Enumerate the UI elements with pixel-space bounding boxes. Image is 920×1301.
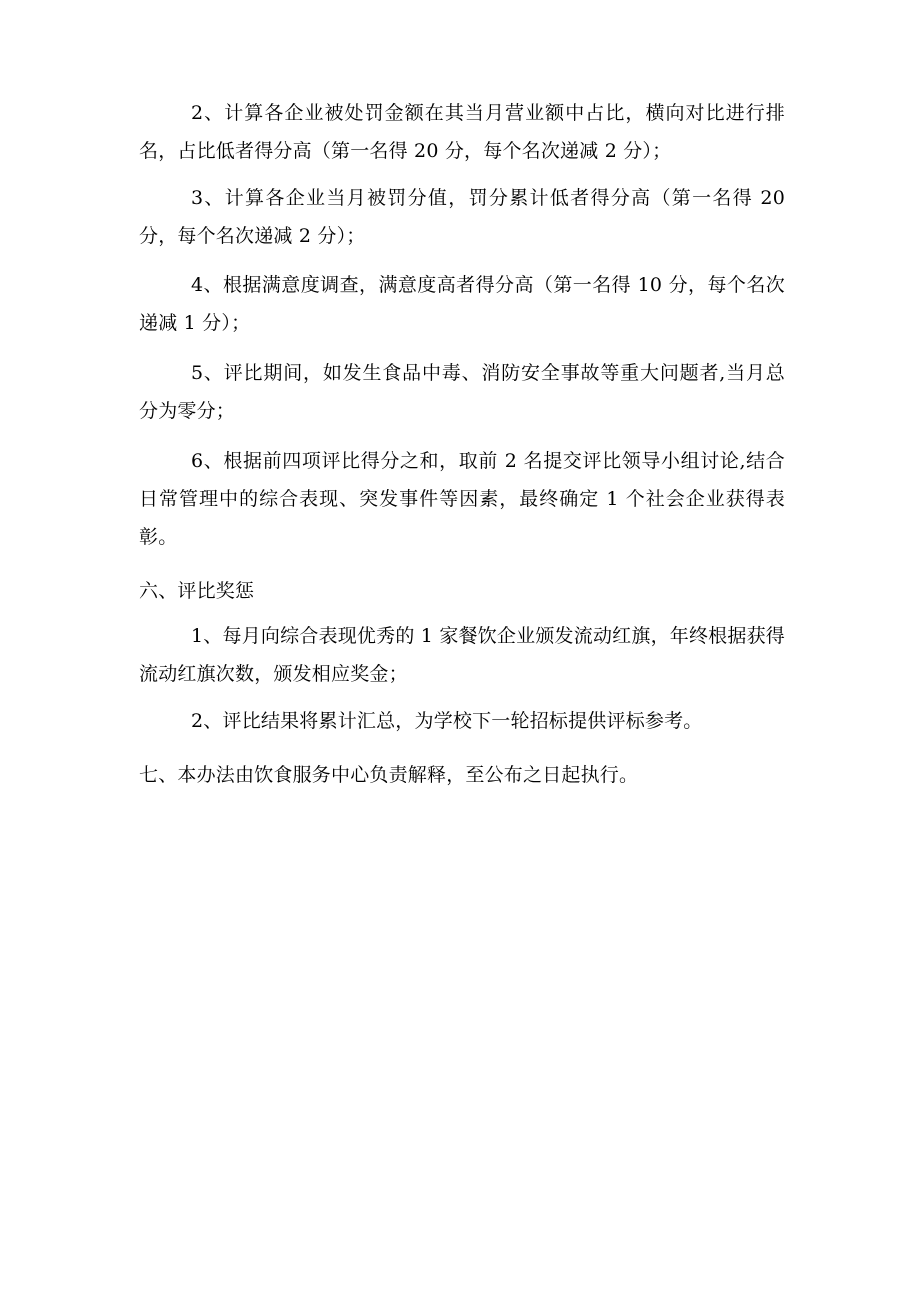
paragraph-scoring-penalty-ratio: 2、计算各企业被处罚金额在其当月营业额中占比，横向对比进行排名，占比低者得分高（第一名得 20 分，每个名次递减 2 分）；: [139, 102, 785, 162]
section-seven-heading: 七、本办法由饮食服务中心负责解释，至公布之日起执行。: [139, 764, 639, 786]
paragraph-major-incident: 5、评比期间，如发生食品中毒、消防安全事故等重大问题者,当月总分为零分；: [139, 362, 785, 422]
section-six-heading: 六、评比奖惩: [139, 580, 255, 602]
section-six-item-bidding-reference: 2、评比结果将累计汇总，为学校下一轮招标提供评标参考。: [191, 710, 703, 732]
paragraph-scoring-penalty-points: 3、计算各企业当月被罚分值，罚分累计低者得分高（第一名得 20 分，每个名次递减 2 分）；: [139, 187, 785, 247]
section-six-item-red-flag: 1、每月向综合表现优秀的 1 家餐饮企业颁发流动红旗，年终根据获得流动红旗次数，颁发相应奖金；: [139, 625, 785, 685]
paragraph-scoring-satisfaction: 4、根据满意度调查，满意度高者得分高（第一名得 10 分，每个名次递减 1 分）；: [139, 274, 785, 334]
paragraph-final-selection: 6、根据前四项评比得分之和，取前 2 名提交评比领导小组讨论,结合日常管理中的综合表现、突发事件等因素，最终确定 1 个社会企业获得表彰。: [139, 450, 785, 548]
